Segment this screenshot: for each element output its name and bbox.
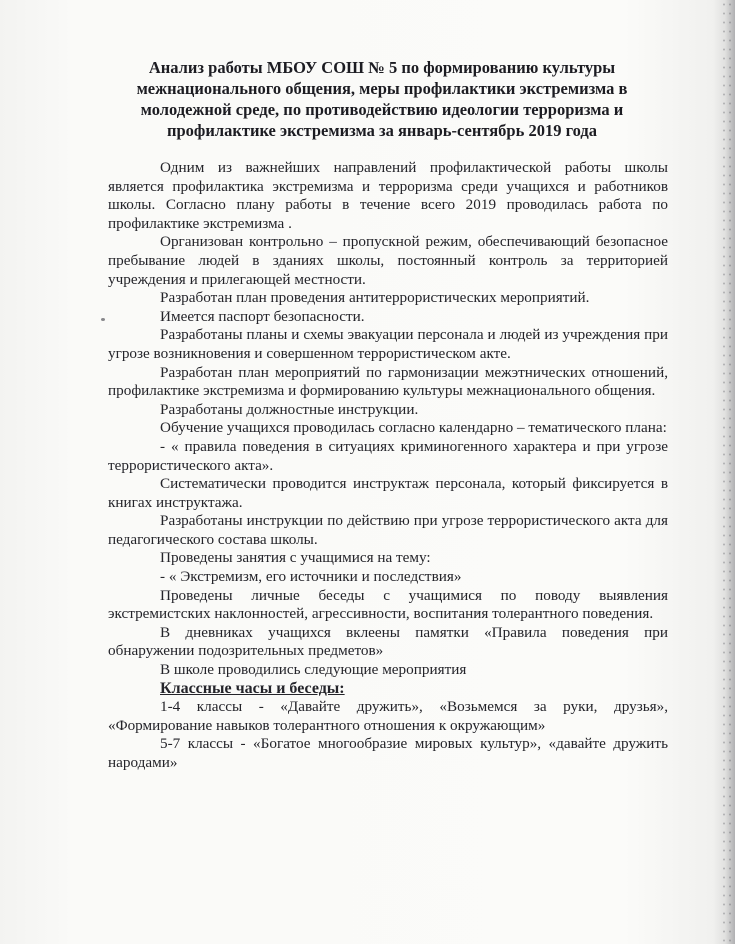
paragraph: Проведены личные беседы с учащимися по поводу выявления экстремистских наклонностей, агрессивности, воспитания толерантного поведения. <box>108 586 668 623</box>
paragraph: Разработаны планы и схемы эвакуации персонала и людей из учреждения при угрозе возникновения и совершенном террористическом акте. <box>108 326 668 362</box>
paragraph: Имеется паспорт безопасности. <box>160 307 365 325</box>
paragraph: - « правила поведения в ситуациях криминогенного характера и при угрозе террористического акта». <box>108 437 668 474</box>
paragraph: В школе проводились следующие мероприятия <box>160 661 467 679</box>
scan-speck <box>101 318 105 321</box>
paragraph: 5-7 классы - «Богатое многообразие мировых культур», «давайте дружить народами» <box>108 735 668 771</box>
document-title: Анализ работы МБОУ СОШ № 5 по формированию культуры межнационального общения, меры профилактики экстремизма в молодежной среде, по противодействию идеологии терроризма и профилактике экстремизма за январь-сентябрь 2019 года <box>136 58 628 140</box>
paragraph: Обучение учащихся проводилась согласно календарно – тематического плана: <box>160 419 667 437</box>
document-body <box>108 159 668 773</box>
paragraph: Одним из важнейших направлений профилактической работы школы является профилактика экстремизма и терроризма среди учащихся и работников школы. Согласно плану работы в течение всего 2019 проводилась работа по профилактике экстремизма . <box>108 159 668 232</box>
paragraph: Систематически проводится инструктаж персонала, который фиксируется в книгах инструктажа. <box>108 475 668 511</box>
paragraph: В дневниках учащихся вклеены памятки «Правила поведения при обнаружении подозрительных предметов» <box>108 623 668 660</box>
paragraph: Организован контрольно – пропускной режим, обеспечивающий безопасное пребывание людей в зданиях школы, постоянный контроль за территорией учреждения и прилегающей местности. <box>108 233 668 288</box>
paragraph: - « Экстремизм, его источники и последствия» <box>160 568 462 586</box>
paragraph: Разработаны инструкции по действию при угрозе террористического акта для педагогического состава школы. <box>108 512 668 548</box>
paragraph: Проведены занятия с учащимися на тему: <box>160 549 431 567</box>
paragraph: 1-4 классы - «Давайте дружить», «Возьмемся за руки, друзья», «Формирование навыков толерантного отношения к окружающим» <box>108 698 668 734</box>
paragraph: Разработан план проведения антитеррористических мероприятий. <box>160 289 590 307</box>
section-heading: Классные часы и беседы: <box>160 679 345 697</box>
scan-edge-noise <box>721 0 731 944</box>
paragraph: Разработаны должностные инструкции. <box>160 400 419 418</box>
paragraph: Разработан план мероприятий по гармонизации межэтнических отношений, профилактике экстремизма и формированию культуры межнационального общения. <box>108 363 668 400</box>
